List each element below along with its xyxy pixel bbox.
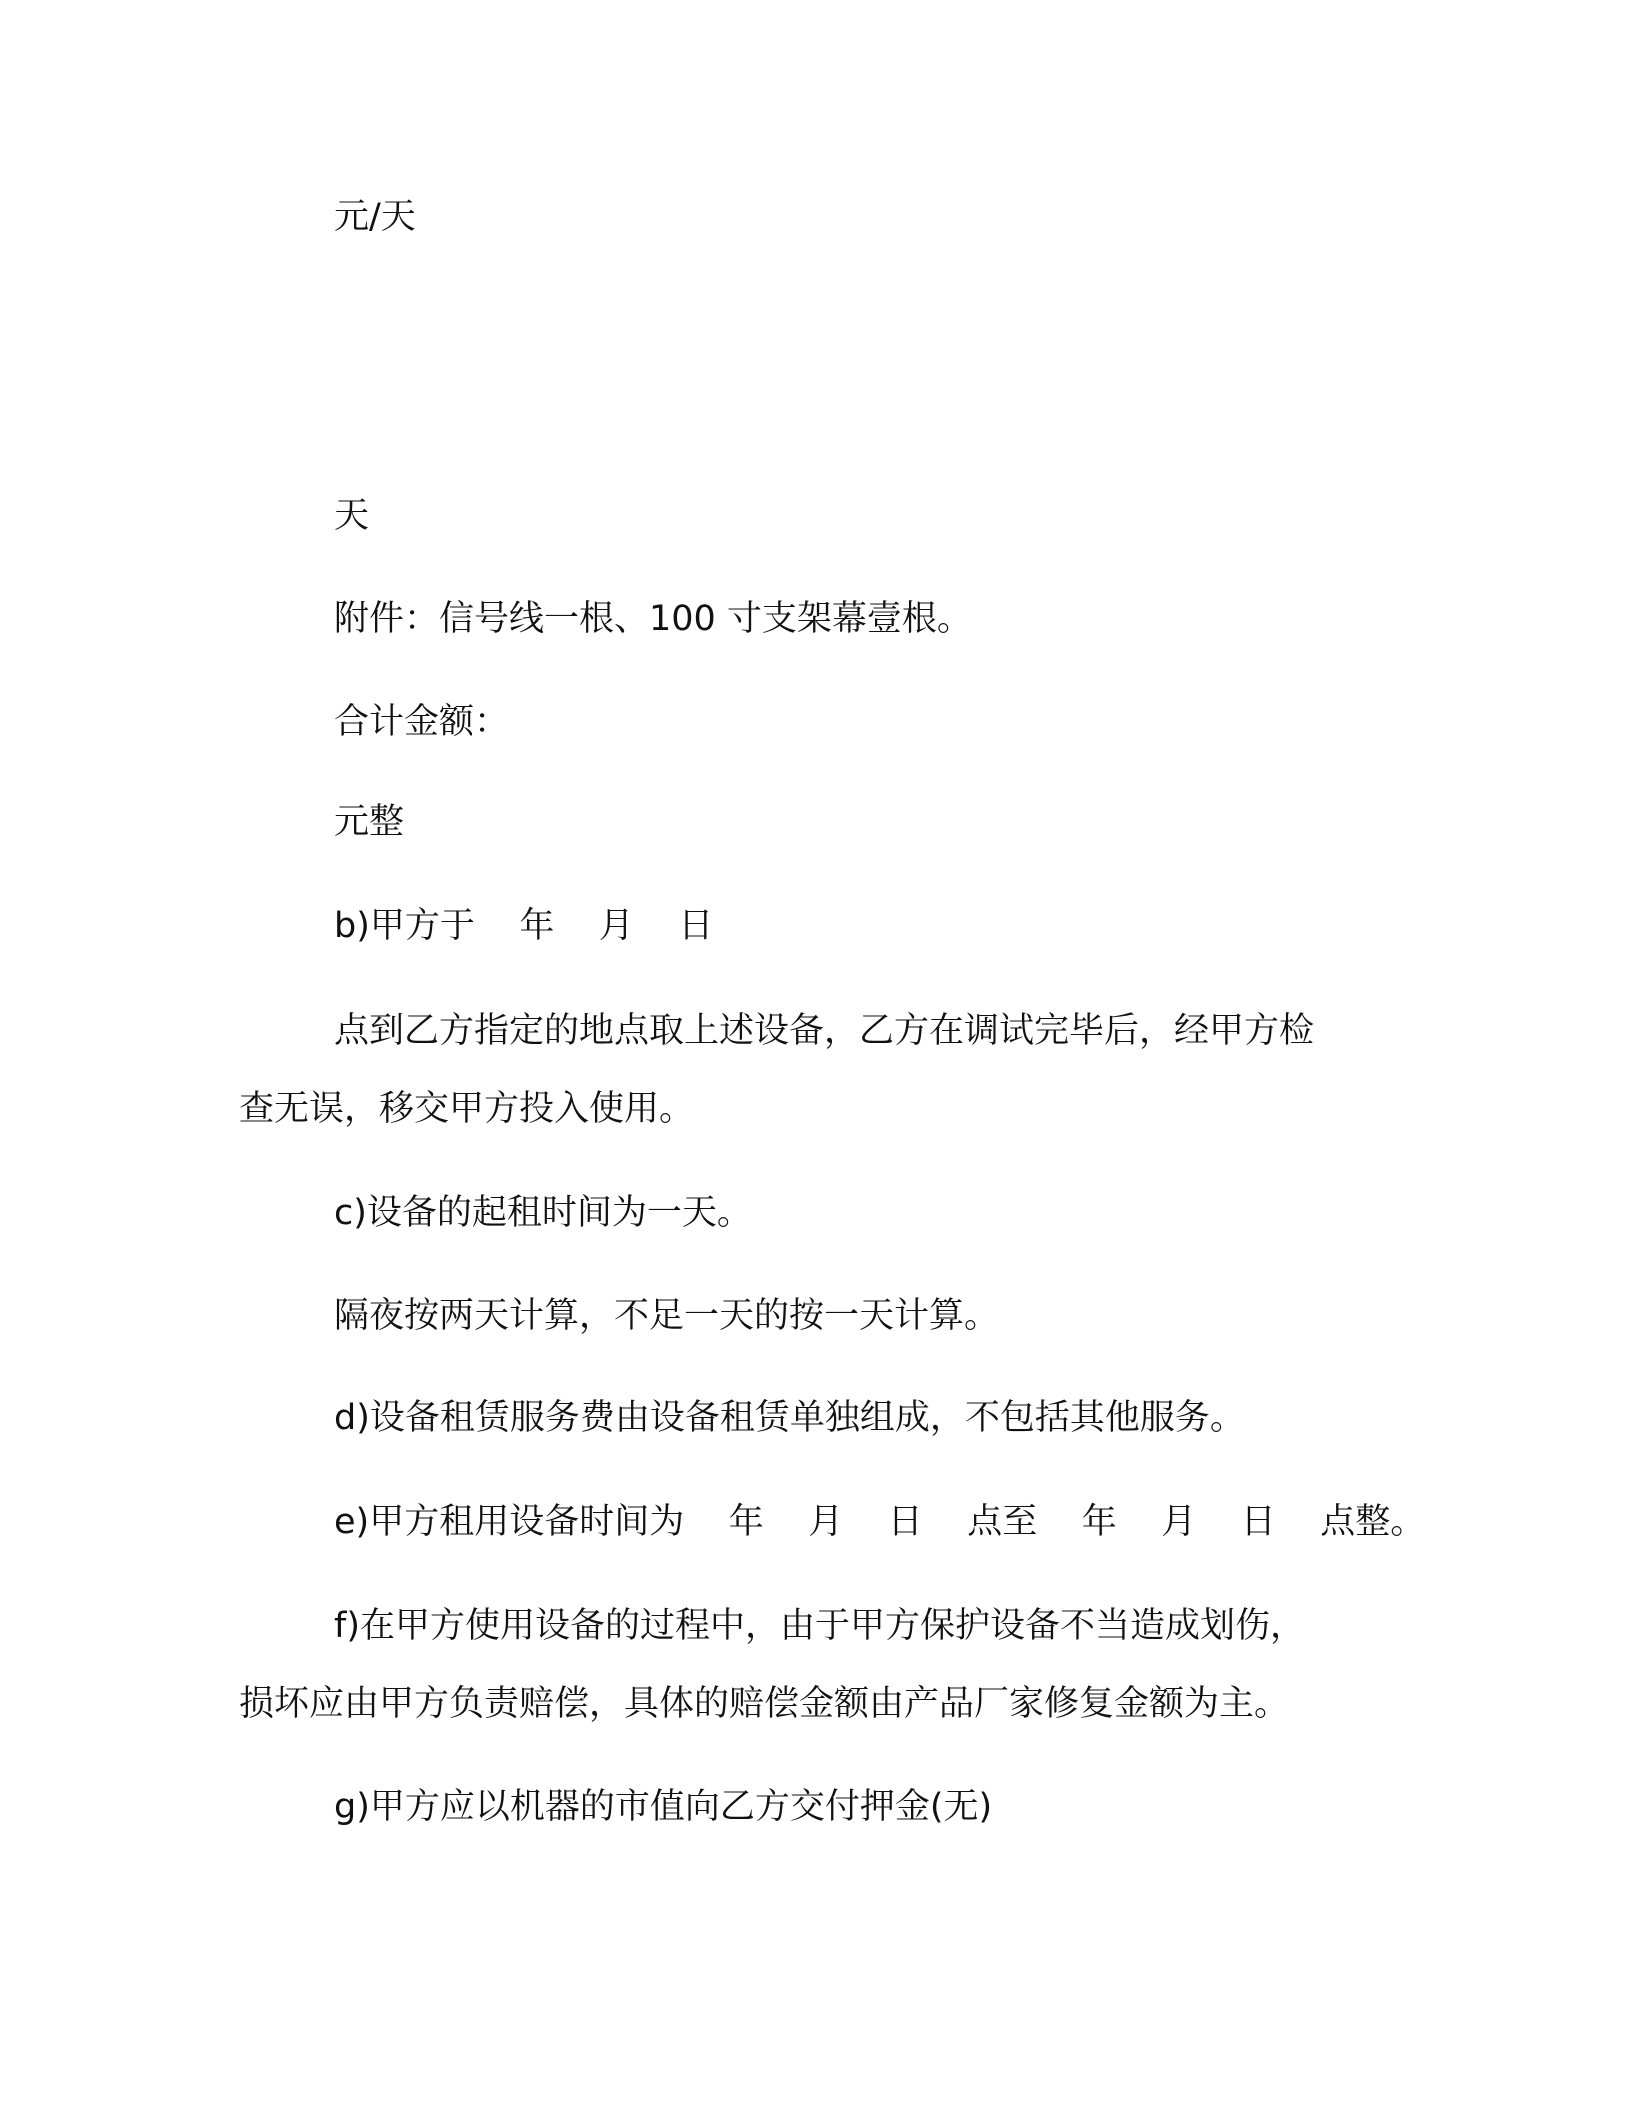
clause-b-text-2: 查无误，移交甲方投入使用。 — [239, 1089, 695, 1129]
yuan-whole-unit: 元整 — [334, 802, 405, 842]
total-amount-label: 合计金额： — [334, 702, 510, 742]
clause-e: e)甲方租用设备时间为 年 月 日 点至 年 月 日 点整。 — [334, 1502, 1426, 1542]
price-per-day-unit: 元/天 — [334, 197, 416, 237]
days-unit: 天 — [334, 496, 370, 536]
attachments-line: 附件：信号线一根、100 寸支架幕壹根。 — [334, 599, 972, 639]
clause-c-line-1: c)设备的起租时间为一天。 — [334, 1193, 752, 1233]
clause-b-text-1: 点到乙方指定的地点取上述设备，乙方在调试完毕后，经甲方检 — [334, 1011, 1315, 1051]
clause-g: g)甲方应以机器的市值向乙方交付押金(无) — [334, 1787, 993, 1827]
clause-f-text-1: f)在甲方使用设备的过程中，由于甲方保护设备不当造成划伤， — [334, 1606, 1305, 1646]
clause-d: d)设备租赁服务费由设备租赁单独组成，不包括其他服务。 — [334, 1398, 1245, 1438]
clause-b-date: b)甲方于 年 月 日 — [334, 906, 714, 946]
clause-f-text-2: 损坏应由甲方负责赔偿，具体的赔偿金额由产品厂家修复金额为主。 — [239, 1684, 1290, 1724]
clause-c-line-2: 隔夜按两天计算，不足一天的按一天计算。 — [334, 1296, 1000, 1336]
